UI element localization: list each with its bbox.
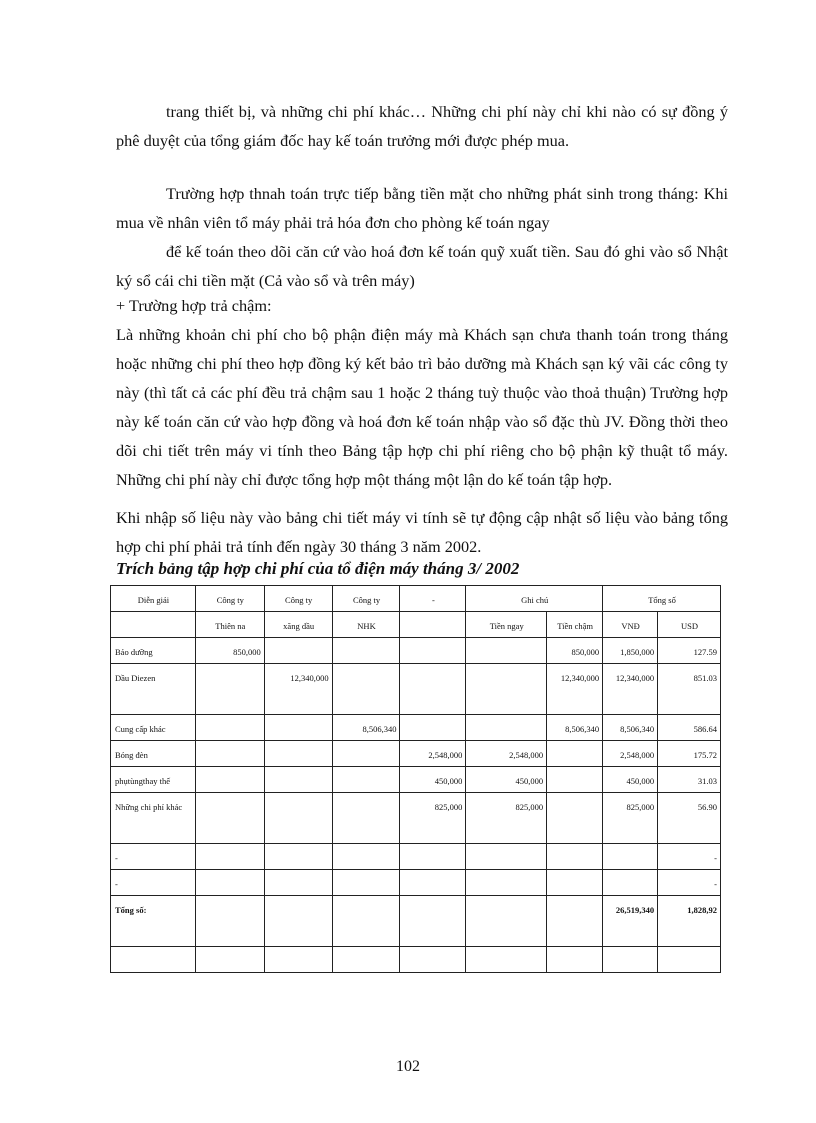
- header-company-3-name: NHK: [332, 612, 400, 638]
- header-company-2: Công ty: [264, 586, 332, 612]
- vnd-cell: [603, 947, 658, 973]
- tien-ngay-cell: 2,548,000: [466, 741, 547, 767]
- tien-ngay-cell: [466, 715, 547, 741]
- tien-cham-cell: [547, 741, 603, 767]
- header-company-1: Công ty: [195, 586, 264, 612]
- table-header-row-2: [111, 612, 721, 638]
- header-ghi-chu: Ghi chú: [466, 586, 603, 612]
- table-caption: Trích bảng tập hợp chi phí của tổ điện máy tháng 3/ 2002: [116, 559, 520, 578]
- company-3-cell: [332, 767, 400, 793]
- other-cell: [400, 715, 466, 741]
- header-tien-ngay: Tiền ngay: [466, 612, 547, 638]
- tien-ngay-cell: [466, 638, 547, 664]
- table-row: [111, 947, 721, 973]
- company-1-cell: [195, 844, 264, 870]
- usd-cell: 586.64: [658, 715, 721, 741]
- company-2-cell: [264, 947, 332, 973]
- table-row: [111, 793, 721, 844]
- tien-ngay-cell: [466, 870, 547, 896]
- paragraph-3-text: để kế toán theo dõi căn cứ vào hoá đơn kế toán quỹ xuất tiền. Sau đó ghi vào sổ Nhật ký sổ cái chi tiền mặt (Cả vào sổ và trên máy): [116, 242, 728, 290]
- company-3-cell: [332, 896, 400, 947]
- other-cell: [400, 896, 466, 947]
- tien-cham-cell: [547, 767, 603, 793]
- label-cell: -: [111, 844, 196, 870]
- usd-cell: 175.72: [658, 741, 721, 767]
- header-tong-so: Tổng số: [603, 586, 721, 612]
- other-cell: 2,548,000: [400, 741, 466, 767]
- company-2-cell: [264, 844, 332, 870]
- paragraph-6: [116, 503, 728, 561]
- header-tien-cham: Tiền chậm: [547, 612, 603, 638]
- page-number: 102: [396, 1058, 420, 1075]
- vnd-cell: 8,506,340: [603, 715, 658, 741]
- other-cell: [400, 638, 466, 664]
- label-cell: -: [111, 870, 196, 896]
- tien-cham-cell: 12,340,000: [547, 664, 603, 715]
- company-2-cell: [264, 638, 332, 664]
- header-usd: USD: [658, 612, 721, 638]
- label-cell: Cung cấp khác: [111, 715, 196, 741]
- header-dash: -: [400, 586, 466, 612]
- usd-cell: -: [658, 870, 721, 896]
- company-2-cell: 12,340,000: [264, 664, 332, 715]
- label-cell: Tổng số:: [111, 896, 196, 947]
- usd-cell: 56.90: [658, 793, 721, 844]
- vnd-cell: 1,850,000: [603, 638, 658, 664]
- company-1-cell: [195, 896, 264, 947]
- header-company-1-name: Thiên na: [195, 612, 264, 638]
- paragraph-1: [116, 97, 728, 155]
- tien-ngay-cell: 450,000: [466, 767, 547, 793]
- company-3-cell: [332, 870, 400, 896]
- company-1-cell: [195, 767, 264, 793]
- tien-ngay-cell: [466, 844, 547, 870]
- other-cell: [400, 664, 466, 715]
- label-cell: [111, 947, 196, 973]
- other-cell: [400, 844, 466, 870]
- company-1-cell: [195, 664, 264, 715]
- company-3-cell: [332, 638, 400, 664]
- company-3-cell: [332, 741, 400, 767]
- header-vnd: VNĐ: [603, 612, 658, 638]
- vnd-cell: 12,340,000: [603, 664, 658, 715]
- vnd-cell: 2,548,000: [603, 741, 658, 767]
- company-2-cell: [264, 896, 332, 947]
- usd-cell: 1,828,92: [658, 896, 721, 947]
- other-cell: [400, 947, 466, 973]
- usd-cell: 31.03: [658, 767, 721, 793]
- company-3-cell: [332, 664, 400, 715]
- tien-cham-cell: [547, 793, 603, 844]
- tien-ngay-cell: [466, 664, 547, 715]
- company-1-cell: [195, 793, 264, 844]
- table-row: [111, 638, 721, 664]
- usd-cell: 851.03: [658, 664, 721, 715]
- company-3-cell: [332, 844, 400, 870]
- other-cell: 825,000: [400, 793, 466, 844]
- paragraph-2: [116, 179, 728, 237]
- company-2-cell: [264, 767, 332, 793]
- paragraph-2-text: Trường hợp thnah toán trực tiếp bằng tiền mặt cho những phát sinh trong tháng: Khi mua về nhân viên tổ máy phải trả hóa đơn cho phòng kế toán ngay: [116, 184, 728, 232]
- vnd-cell: 450,000: [603, 767, 658, 793]
- tien-cham-cell: [547, 870, 603, 896]
- company-1-cell: [195, 947, 264, 973]
- usd-cell: 127.59: [658, 638, 721, 664]
- table-body: [111, 638, 721, 973]
- paragraph-4-text: + Trường hợp trả chậm:: [116, 296, 272, 315]
- table-row: [111, 715, 721, 741]
- table-row: [111, 741, 721, 767]
- paragraph-6-text: Khi nhập số liệu này vào bảng chi tiết máy vi tính sẽ tự động cập nhật số liệu vào bảng tổng hợp chi phí phải trả tính đến ngày 30 tháng 3 năm 2002.: [116, 508, 728, 556]
- vnd-cell: [603, 844, 658, 870]
- company-2-cell: [264, 741, 332, 767]
- paragraph-5: [116, 320, 728, 494]
- table-header-row-1: [111, 586, 721, 612]
- table-row: [111, 844, 721, 870]
- company-2-cell: [264, 793, 332, 844]
- header-dien-giai: Diễn giải: [111, 586, 196, 612]
- label-cell: Bóng đèn: [111, 741, 196, 767]
- company-1-cell: 850,000: [195, 638, 264, 664]
- header-company-3: Công ty: [332, 586, 400, 612]
- tien-ngay-cell: [466, 896, 547, 947]
- paragraph-5-text: Là những khoản chi phí cho bộ phận điện máy mà Khách sạn chưa thanh toán trong tháng hoặc những chi phí theo hợp đồng ký kết bảo trì bảo dưỡng mà Khách sạn ký vãi các công ty này (thì tất cả các phí đều trả chậm sau 1 hoặc 2 tháng tuỳ thuộc vào thoả thuận) Trường hợp này kế toán căn cứ vào hợp đồng và hoá đơn kế toán nhập vào sổ đặc thù JV. Đồng thời theo dõi chi tiết trên máy vi tính theo Bảng tập hợp chi phí riêng cho bộ phận kỹ thuật tổ máy. Những chi phí này chỉ được tổng hợp một tháng một lận do kế toán tập hợp.: [116, 325, 728, 489]
- tien-cham-cell: 850,000: [547, 638, 603, 664]
- table-row: [111, 664, 721, 715]
- label-cell: phụtùngthay thế: [111, 767, 196, 793]
- tien-ngay-cell: [466, 947, 547, 973]
- paragraph-4: [116, 291, 728, 320]
- tien-cham-cell: 8,506,340: [547, 715, 603, 741]
- company-2-cell: [264, 715, 332, 741]
- other-cell: 450,000: [400, 767, 466, 793]
- paragraph-3: [116, 237, 728, 295]
- table-row: [111, 896, 721, 947]
- header-company-2-name: xăng dầu: [264, 612, 332, 638]
- usd-cell: -: [658, 844, 721, 870]
- company-3-cell: [332, 793, 400, 844]
- vnd-cell: 26,519,340: [603, 896, 658, 947]
- paragraph-1-text: trang thiết bị, và những chi phí khác… Những chi phí này chỉ khi nào có sự đồng ý phê duyệt của tổng giám đốc hay kế toán trưởng mới được phép mua.: [116, 102, 728, 150]
- company-1-cell: [195, 715, 264, 741]
- label-cell: Bảo dưỡng: [111, 638, 196, 664]
- other-cell: [400, 870, 466, 896]
- tien-cham-cell: [547, 896, 603, 947]
- tien-cham-cell: [547, 947, 603, 973]
- usd-cell: [658, 947, 721, 973]
- table-row: [111, 870, 721, 896]
- label-cell: Dầu Diezen: [111, 664, 196, 715]
- company-1-cell: [195, 741, 264, 767]
- company-3-cell: [332, 947, 400, 973]
- company-1-cell: [195, 870, 264, 896]
- expense-table: [110, 585, 721, 973]
- company-3-cell: 8,506,340: [332, 715, 400, 741]
- table-row: [111, 767, 721, 793]
- label-cell: Những chi phí khác: [111, 793, 196, 844]
- tien-cham-cell: [547, 844, 603, 870]
- tien-ngay-cell: 825,000: [466, 793, 547, 844]
- vnd-cell: 825,000: [603, 793, 658, 844]
- company-2-cell: [264, 870, 332, 896]
- vnd-cell: [603, 870, 658, 896]
